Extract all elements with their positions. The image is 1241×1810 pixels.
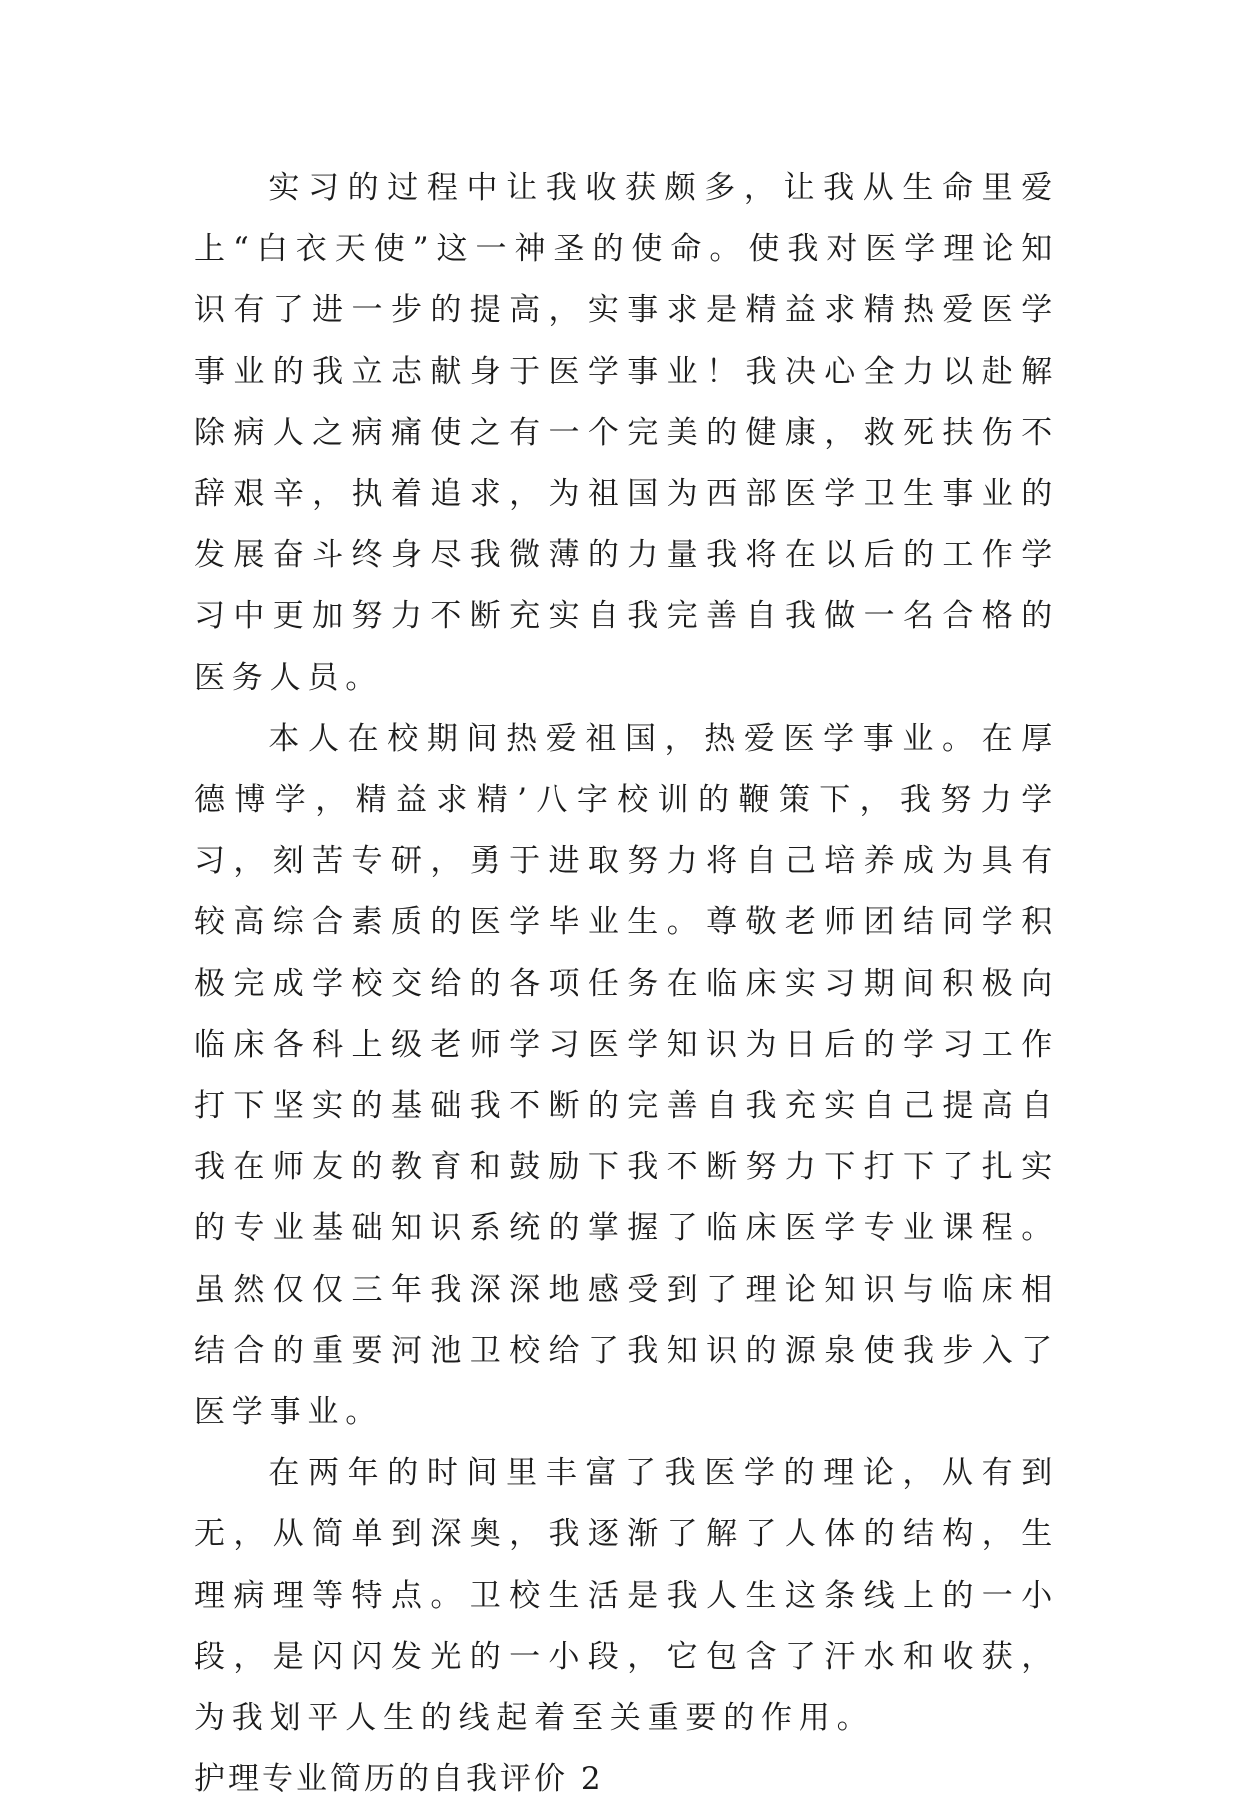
document-body	[194, 158, 1059, 1810]
section-heading: 护理专业简历的自我评价 2	[194, 1761, 604, 1798]
paragraph-two-years-study: 在两年的时间里丰富了我医学的理论，从有到无，从简单到深奥，我逐渐了解了人体的结构，生理病理等特点。卫校生活是我人生这条线上的一小段，是闪闪发光的一小段，它包含了汗水和收获，为我划平人生的线起着至关重要的作用。	[194, 1455, 1059, 1737]
paragraph-internship-reflection: 实习的过程中让我收获颇多，让我从生命里爱上“白衣天使”这一神圣的使命。使我对医学理论知识有了进一步的提高，实事求是精益求精热爱医学事业的我立志献身于医学事业！我决心全力以赴解除病人之病痛使之有一个完美的健康，救死扶伤不辞艰辛，执着追求，为祖国为西部医学卫生事业的发展奋斗终身尽我微薄的力量我将在以后的工作学习中更加努力不断充实自我完善自我做一名合格的医务人员。	[194, 170, 1059, 696]
paragraph-school-period: 本人在校期间热爱祖国，热爱医学事业。在厚德博学，精益求精’八字校训的鞭策下，我努力学习，刻苦专研，勇于进取努力将自己培养成为具有较高综合素质的医学毕业生。尊敬老师团结同学积极完成学校交给的各项任务在临床实习期间积极向临床各科上级老师学习医学知识为日后的学习工作打下坚实的基础我不断的完善自我充实自己提高自我在师友的教育和鼓励下我不断努力下打下了扎实的专业基础知识系统的掌握了临床医学专业课程。虽然仅仅三年我深深地感受到了理论知识与临床相结合的重要河池卫校给了我知识的源泉使我步入了医学事业。	[194, 720, 1059, 1431]
